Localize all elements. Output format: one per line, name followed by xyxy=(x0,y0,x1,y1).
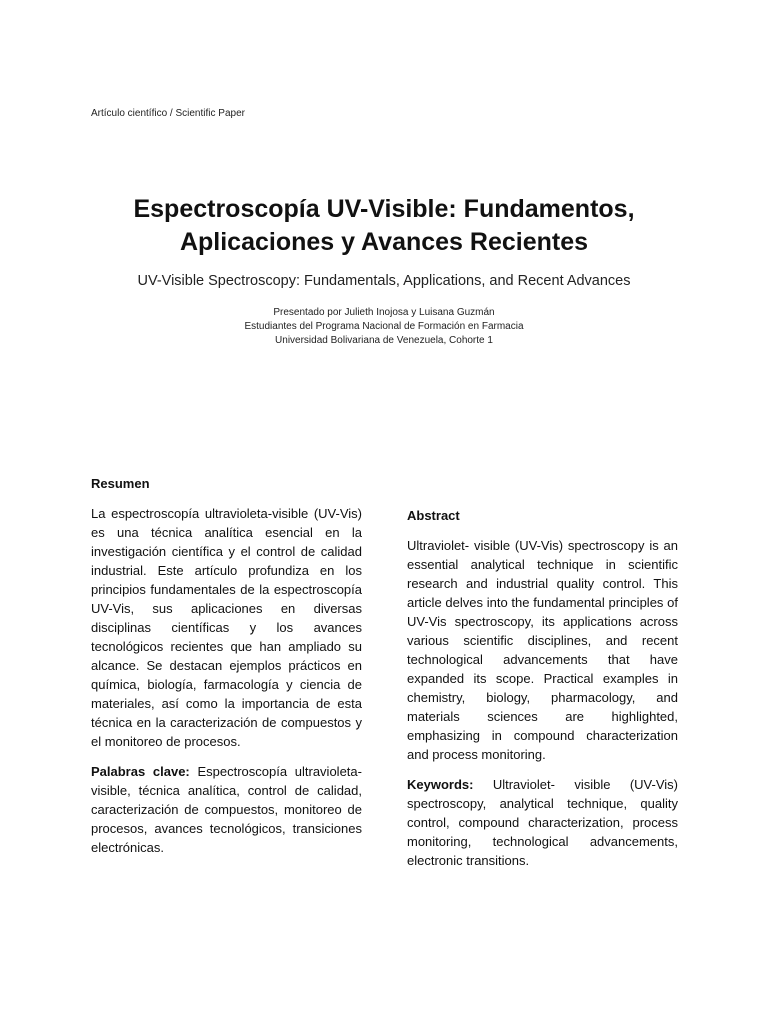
paper-title xyxy=(60,193,708,259)
paper-title-line-1: Espectroscopía UV-Visible: Fundamentos, xyxy=(133,195,635,223)
article-type-label: Artículo científico / Scientific Paper xyxy=(91,108,245,119)
program-line: Estudiantes del Programa Nacional de Formación en Farmacia xyxy=(244,321,524,332)
paper-title-line-2: Aplicaciones y Avances Recientes xyxy=(179,228,589,256)
resumen-column xyxy=(91,474,362,868)
keywords-label: Keywords: xyxy=(407,777,474,792)
palabras-clave-list: Espectroscopía ultravioleta-visible, técnica analítica, control de calidad, caracterización de compuestos, monitoreo de procesos, avances tecnológicos, transiciones electrónicas. xyxy=(91,764,362,855)
university-line: Universidad Bolivariana de Venezuela, Cohorte 1 xyxy=(275,335,493,346)
keywords-list: Ultraviolet- visible (UV-Vis) spectroscopy, analytical technique, quality control, compound characterization, process monitoring, technological advancements, electronic transitions. xyxy=(407,777,678,868)
resumen-heading: Resumen xyxy=(91,476,150,491)
authors-line: Presentado por Julieth Inojosa y Luisana Guzmán xyxy=(273,307,495,318)
palabras-clave-label: Palabras clave: xyxy=(91,764,190,779)
authors-block xyxy=(60,306,708,348)
abstract-heading: Abstract xyxy=(407,508,460,523)
resumen-body: La espectroscopía ultravioleta-visible (UV-Vis) es una técnica analítica esencial en la investigación científica y el control de calidad industrial. Este artículo profundiza en los principios fundamentales de la espectroscopía UV-Vis, sus aplicaciones en diversas disciplinas científicas y los avances tecnológicos recientes que han ampliado su alcance. Se destacan ejemplos prácticos en química, biología, farmacología y ciencia de materiales, así como la importancia de esta técnica en la caracterización de compuestos y el monitoreo de procesos. xyxy=(91,506,362,749)
abstract-column xyxy=(407,506,678,881)
abstract-body: Ultraviolet- visible (UV-Vis) spectroscopy is an essential analytical technique in scientific research and industrial quality control. This article delves into the fundamental principles of UV-Vis spectroscopy, its applications across various scientific disciplines, and recent technological advancements that have expanded its scope. Practical examples in chemistry, biology, pharmacology, and materials sciences are highlighted, emphasizing in compound characterization and process monitoring. xyxy=(407,538,678,762)
keywords xyxy=(407,775,678,870)
paper-subtitle: UV-Visible Spectroscopy: Fundamentals, Applications, and Recent Advances xyxy=(137,273,631,289)
palabras-clave xyxy=(91,762,362,857)
